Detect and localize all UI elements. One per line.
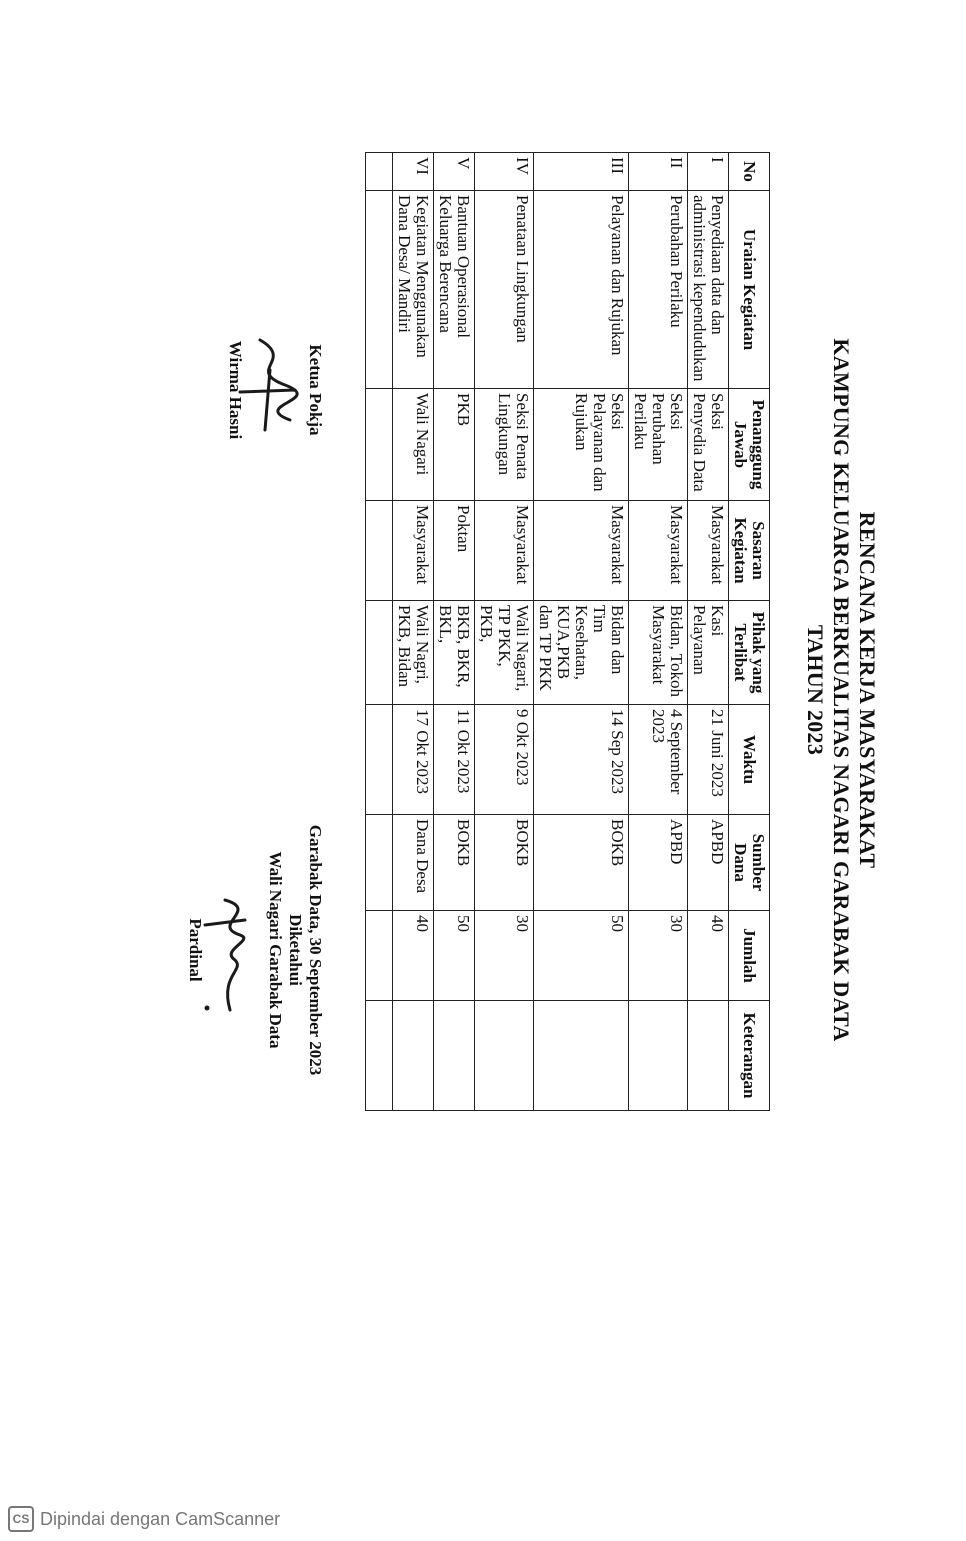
cell-jumlah: 30 bbox=[475, 911, 534, 1001]
title-line-1: RENCANA KERJA MASYARAKAT bbox=[855, 511, 880, 869]
cell-no: II bbox=[629, 153, 688, 191]
cell-sumber-dana: APBD bbox=[629, 815, 688, 911]
signature-name: Wirma Hasni bbox=[226, 340, 245, 440]
cell-waktu bbox=[366, 705, 393, 815]
handwritten-signature-icon bbox=[205, 800, 265, 1100]
table-row bbox=[688, 153, 729, 1111]
cell-jumlah: 50 bbox=[534, 911, 629, 1001]
table-row-empty bbox=[366, 153, 393, 1111]
cell-waktu: 9 Okt 2023 bbox=[475, 705, 534, 815]
signature-place-date: Garabak Data, 30 September 2023 bbox=[306, 824, 325, 1076]
cell-sumber-dana: BOKB bbox=[534, 815, 629, 911]
cell-keterangan bbox=[366, 1001, 393, 1111]
signature-acknowledged: Diketahui bbox=[286, 914, 305, 986]
signature-role: Ketua Pokja bbox=[306, 344, 325, 436]
cell-waktu: 21 Juni 2023 bbox=[688, 705, 729, 815]
header-uraian: Uraian Kegiatan bbox=[729, 191, 770, 389]
header-sumber-dana: Sumber Dana bbox=[729, 815, 770, 911]
cell-waktu: 17 Okt 2023 bbox=[393, 705, 434, 815]
cell-pihak: BKB, BKR, BKL, bbox=[434, 601, 475, 705]
cell-sumber-dana: APBD bbox=[688, 815, 729, 911]
cell-no bbox=[366, 153, 393, 191]
cell-no: III bbox=[534, 153, 629, 191]
signature-role: Wali Nagari Garabak Data bbox=[266, 851, 285, 1049]
cell-sasaran: Masyarakat bbox=[688, 501, 729, 601]
cell-keterangan bbox=[688, 1001, 729, 1111]
document-page bbox=[120, 60, 880, 1420]
cell-uraian: Perubahan Perilaku bbox=[629, 191, 688, 389]
cell-keterangan bbox=[434, 1001, 475, 1111]
header-pihak: Pihak yang Terlibat bbox=[729, 601, 770, 705]
signature-block-wali-nagari bbox=[185, 800, 325, 1100]
cell-sasaran: Masyarakat bbox=[629, 501, 688, 601]
cell-uraian: Penataan Lingkungan bbox=[475, 191, 534, 389]
table-row bbox=[534, 153, 629, 1111]
signature-name: Pardinal bbox=[186, 918, 205, 982]
cell-penanggung-jawab: Seksi Penyedia Data bbox=[688, 389, 729, 501]
cell-sasaran: Poktan bbox=[434, 501, 475, 601]
cell-jumlah: 40 bbox=[393, 911, 434, 1001]
cell-uraian: Penyediaan data dan administrasi kependudukan bbox=[688, 191, 729, 389]
document-title bbox=[802, 60, 880, 1320]
cell-sumber-dana: BOKB bbox=[475, 815, 534, 911]
cell-sasaran: Masyarakat bbox=[475, 501, 534, 601]
table-header-row bbox=[729, 153, 770, 1111]
header-sasaran: Sasaran Kegiatan bbox=[729, 501, 770, 601]
cell-penanggung-jawab bbox=[366, 389, 393, 501]
cell-waktu: 4 September 2023 bbox=[629, 705, 688, 815]
cell-sasaran: Masyarakat bbox=[534, 501, 629, 601]
cell-sasaran bbox=[366, 501, 393, 601]
header-waktu: Waktu bbox=[729, 705, 770, 815]
header-jumlah: Jumlah bbox=[729, 911, 770, 1001]
title-line-3: TAHUN 2023 bbox=[803, 624, 828, 756]
cell-sumber-dana: Dana Desa bbox=[393, 815, 434, 911]
cell-uraian: Kegiatan Menggunakan Dana Desa/ Mandiri bbox=[393, 191, 434, 389]
cell-penanggung-jawab: Seksi Pelayanan dan Rujukan bbox=[534, 389, 629, 501]
table-row bbox=[393, 153, 434, 1111]
cell-pihak: Bidan dan Tim Kesehatan, KUA,PKB dan TP PKK bbox=[534, 601, 629, 705]
cell-keterangan bbox=[629, 1001, 688, 1111]
cell-sasaran: Masyarakat bbox=[393, 501, 434, 601]
cell-keterangan bbox=[534, 1001, 629, 1111]
title-line-2: KAMPUNG KELUARGA BERKUALITAS NAGARI GARABAK DATA bbox=[829, 338, 854, 1042]
cell-jumlah bbox=[366, 911, 393, 1001]
cell-jumlah: 30 bbox=[629, 911, 688, 1001]
cell-no: VI bbox=[393, 153, 434, 191]
cell-no: IV bbox=[475, 153, 534, 191]
work-plan-table bbox=[365, 152, 770, 1111]
cell-uraian bbox=[366, 191, 393, 389]
scanner-text: Dipindai dengan CamScanner bbox=[40, 1508, 281, 1529]
table-row bbox=[475, 153, 534, 1111]
camscanner-logo-icon: CS bbox=[8, 1506, 34, 1532]
cell-sumber-dana: BOKB bbox=[434, 815, 475, 911]
scanner-watermark bbox=[8, 1506, 280, 1532]
header-keterangan: Keterangan bbox=[729, 1001, 770, 1111]
table-row bbox=[434, 153, 475, 1111]
cell-uraian: Pelayanan dan Rujukan bbox=[534, 191, 629, 389]
cell-waktu: 14 Sep 2023 bbox=[534, 705, 629, 815]
cell-penanggung-jawab: Seksi Penata Lingkungan bbox=[475, 389, 534, 501]
cell-pihak: Bidan, Tokoh Masyarakat bbox=[629, 601, 688, 705]
cell-keterangan bbox=[475, 1001, 534, 1111]
cell-keterangan bbox=[393, 1001, 434, 1111]
cell-sumber-dana bbox=[366, 815, 393, 911]
cell-no: V bbox=[434, 153, 475, 191]
cell-penanggung-jawab: Seksi Perubahan Perilaku bbox=[629, 389, 688, 501]
header-penanggung-jawab: Penanggung Jawab bbox=[729, 389, 770, 501]
cell-jumlah: 50 bbox=[434, 911, 475, 1001]
cell-pihak bbox=[366, 601, 393, 705]
cell-pihak: Wali Nagri, PKB, Bidan bbox=[393, 601, 434, 705]
cell-jumlah: 40 bbox=[688, 911, 729, 1001]
cell-uraian: Bantuan Operasional Keluarga Berencana bbox=[434, 191, 475, 389]
table-row bbox=[629, 153, 688, 1111]
handwritten-signature-icon bbox=[245, 280, 305, 500]
cell-waktu: 11 Okt 2023 bbox=[434, 705, 475, 815]
cell-penanggung-jawab: Wali Nagari bbox=[393, 389, 434, 501]
cell-pihak: Wali Nagari, TP PKK, PKB, bbox=[475, 601, 534, 705]
cell-pihak: Kasi Pelayanan bbox=[688, 601, 729, 705]
signature-block-ketua bbox=[225, 280, 325, 500]
header-no: No bbox=[729, 153, 770, 191]
cell-no: I bbox=[688, 153, 729, 191]
cell-penanggung-jawab: PKB bbox=[434, 389, 475, 501]
